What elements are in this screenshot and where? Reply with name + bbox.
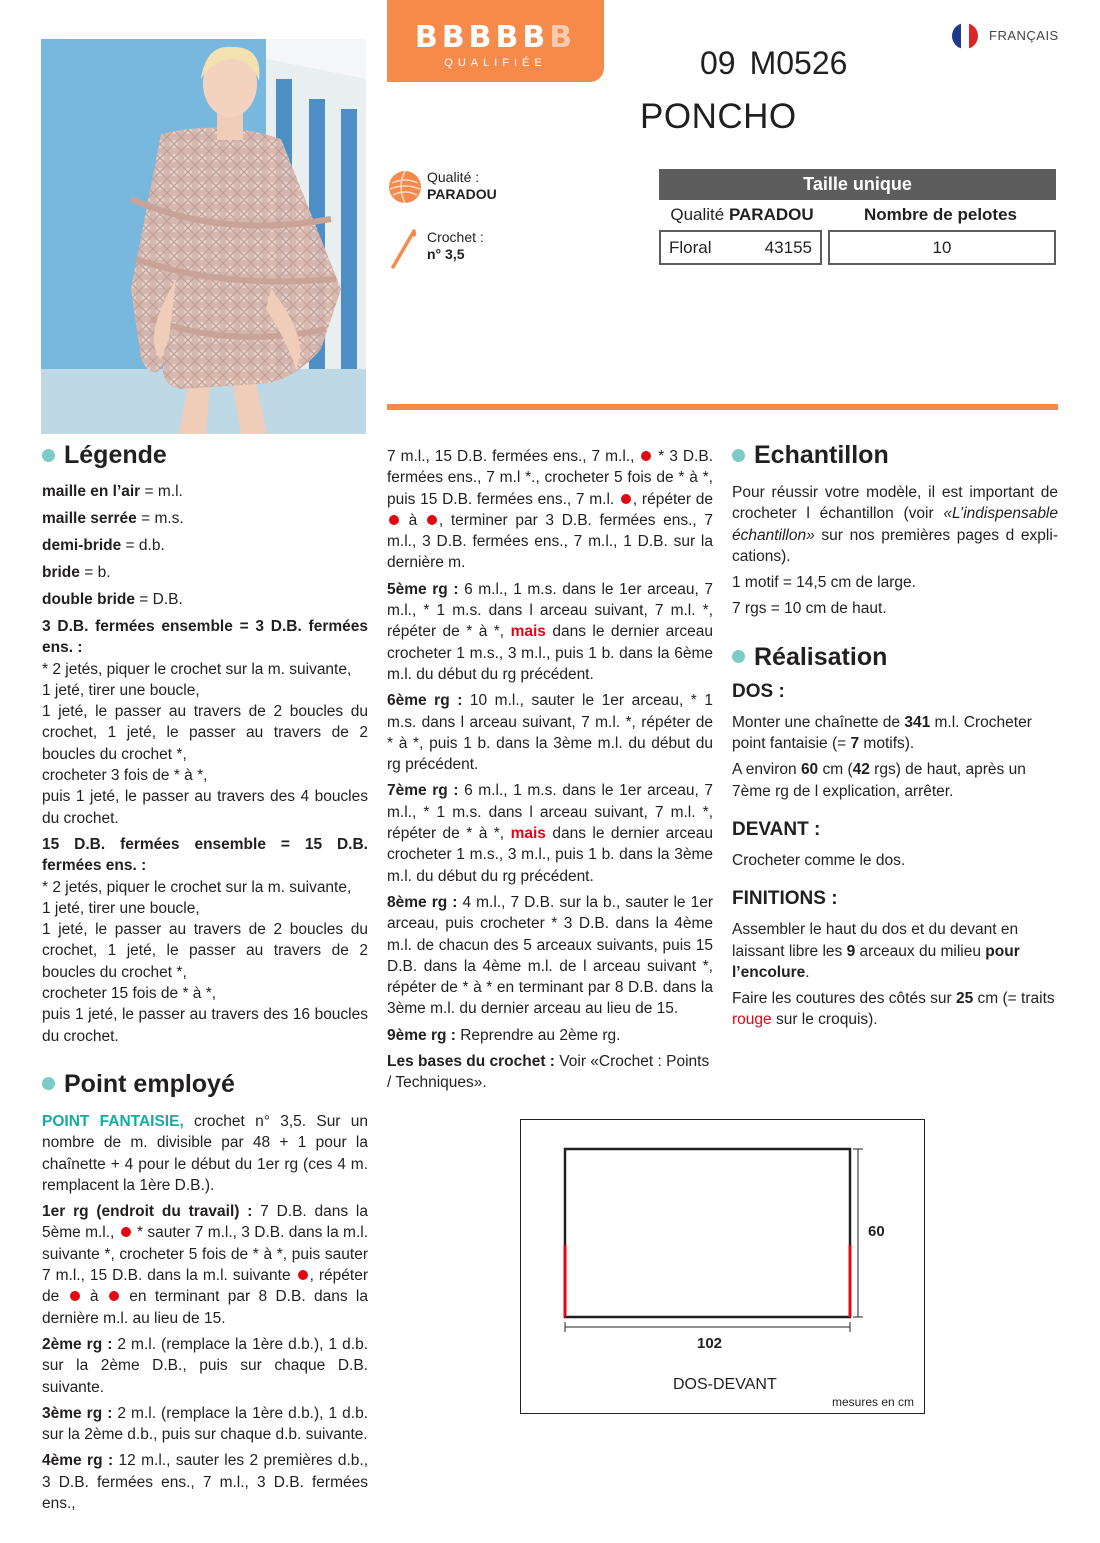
row-4-continued: 7 m.l., 15 D.B. fermées ens., 7 m.l., * 3 D.B. fermées ens., 7 m.l *., crocheter 5 fois de * à *, puis 15 D.B. fermées ens., 7 m.l. , répéter de à , terminer par 3 D.B. fermées ens., 7 m.l., 3 D.B. fermées ens., 7 m.l., 1 D.B. sur la dernière m. [387,448,713,572]
table-header: Taille unique [659,169,1056,200]
back-front-piece [565,1149,850,1317]
width-label: 102 [697,1335,723,1352]
schematic-diagram [520,1119,925,1414]
hook-meta [427,229,484,263]
row-6: 6ème rg : 10 m.l., sauter le 1er arceau, * 1 m.s. dans l arceau suivant, 7 m.l. *, répéter de * à *, puis 1 b. dans la 3ème m.l. du début du rg précédent. [387,692,713,774]
badge-subtitle: QUALIFIÉE [444,57,547,69]
back-paragraph-1: Monter une chaînette de 341 m.l. Crocheter point fantaisie (= 7 motifs). [732,713,1032,753]
red-dot-icon [641,451,651,461]
back-paragraph-2: A environ 60 cm (42 rgs) de haut, après un 7ème rg de l explication, arrêter. [732,761,1026,800]
fifteen-db-title: 15 D.B. fermées ensemble = 15 D.B. fermées ens. : [42,835,368,875]
hook-value: n° 3,5 [427,246,465,262]
balls-cell: 10 [828,230,1056,265]
column-quality: Qualité PARADOU [670,205,814,224]
legend-item: bride = b. [42,564,111,581]
bullet-dot-icon [42,1077,55,1090]
language-indicator[interactable] [952,22,1062,48]
table-column-headers [659,200,1056,230]
three-db-steps: * 2 jetés, piquer le crochet sur la m. suivante, 1 jeté, tirer une boucle, 1 jeté, le passer au travers de 2 boucles du crochet, 1 jeté, le passer au travers de 2 boucles du crochet *, crocheter 3 fois de * à *, puis 1 jeté, le passer au travers des 4 boucles du crochet. [42,660,368,827]
legend-list [42,481,368,611]
row-9: 9ème rg : Reprendre au 2ème rg. [387,1026,621,1044]
legend-item: maille serrée = m.s. [42,510,184,527]
legend-item: maille en l’air = m.l. [42,483,183,500]
crochet-basics-note: Les bases du crochet : Voir «Crochet : Points / Techniques». [387,1053,710,1092]
pattern-code: M0526 [749,45,848,81]
badge-letters: BBBBBB [414,20,577,55]
red-dot-icon [298,1270,308,1280]
row-2: 2ème rg : 2 m.l. (remplace la 1ère d.b.), 1 d.b. sur la 2ème D.B., puis sur chaque D.B. suivante. [42,1335,368,1396]
legend-heading: Légende [42,440,368,470]
front-heading: DEVANT : [732,818,821,840]
red-dot-icon [389,515,399,525]
red-dot-icon [427,515,437,525]
fancy-stitch-paragraph: POINT FANTAISIE, crochet n° 3,5. Sur un nombre de m. divisible par 48 + 1 pour la chaînette + 4 pour le début du 1er rg (ces 4 m. remplacent la 1ère D.B.). [42,1112,368,1194]
row-1: 1er rg (endroit du travail) : 7 D.B. dans la 5ème m.l., * sauter 7 m.l., 3 D.B. dans la m.l. suivante *, crocheter 5 fois de * à *, puis sauter 7 m.l., 15 D.B. dans la m.l. suivante , répéter de à en terminant par 8 D.B. dans la dernière m.l. au lieu de 15. [42,1203,369,1327]
shade-cell [659,230,822,265]
pattern-number: 09 [700,45,736,81]
front-paragraph: Crocheter comme le dos. [732,851,906,869]
back-heading: DOS : [732,680,785,702]
table-row [659,230,1056,265]
red-dot-icon [121,1227,131,1237]
row-8: 8ème rg : 4 m.l., 7 D.B. sur la b., sauter le 1er arceau, puis crocheter * 3 D.B. dans la 4ème m.l. de chacun des 5 arceaux suivants, puis 15 D.B. dans la 4ème m.l. de l arceau suivant *, répéter de * à * en terminant par 8 D.B. dans la 3ème m.l. du dernier arceau au lieu de 15. [387,893,713,1018]
bullet-dot-icon [732,650,745,663]
quality-label: Qualité : [427,169,480,185]
yarn-table [659,169,1056,265]
quality-icon [387,169,423,210]
making-heading: Réalisation [732,642,1058,672]
red-dot-icon [621,494,631,504]
row-3: 3ème rg : 2 m.l. (remplace la 1ère d.b.), 1 d.b. sur la 2ème d.b., puis sur chaque d.b. suivante. [42,1404,368,1444]
legend-item: demi-bride = d.b. [42,537,165,554]
row-5: 5ème rg : 6 m.l., 1 m.s. dans le 1er arceau, 7 m.l., * 1 m.s. dans l arceau suivant, 7 m.l. *, répéter de * à *, mais dans le dernier arceau crocheter 1 m.s., 3 m.l., puis 1 b. dans la 6ème m.l. du début du rg précédent. [387,580,714,683]
units-note: mesures en cm [832,1395,915,1409]
red-dot-icon [70,1291,80,1301]
legend-item: double bride = D.B. [42,591,183,608]
model-photo [41,39,366,434]
gauge-motif: 1 motif = 14,5 cm de large. [732,574,916,592]
crochet-hook-icon [388,228,418,275]
gauge-heading: Echantillon [732,440,1058,470]
orange-divider [387,404,1058,410]
language-label: FRANÇAIS [989,28,1059,43]
bullet-dot-icon [42,449,55,462]
french-flag-icon [952,23,978,49]
quality-meta [427,169,497,203]
red-dot-icon [109,1291,119,1301]
row-4: 4ème rg : 12 m.l., sauter les 2 premières d.b., 3 D.B. fermées ens., 7 m.l., 3 D.B. fermées ens., [42,1452,368,1512]
finishing-paragraph-2: Faire les coutures des côtés sur 25 cm (= traits rouge sur le croquis). [732,990,1055,1029]
quality-value: PARADOU [427,186,497,202]
column-right [732,440,1058,1036]
shade-name: Floral [669,237,712,257]
shade-ref: 43155 [764,237,812,257]
column-middle [387,446,713,1099]
column-balls: Nombre de pelotes [863,205,1018,224]
column-left [42,440,368,1519]
bullet-dot-icon [732,449,745,462]
piece-label: DOS-DEVANT [673,1376,777,1393]
quality-badge [387,0,604,82]
pattern-title: PONCHO [640,97,797,136]
three-db-title: 3 D.B. fermées ensemble = 3 D.B. fermées ens. : [42,618,368,657]
gauge-paragraph: Pour réussir votre modèle, il est important de crocheter l échantillon (voir «L’indispensable échantillon» sur nos premières pages d explications). [732,484,1058,565]
fifteen-db-steps: * 2 jetés, piquer le crochet sur la m. suivante, 1 jeté, tirer une boucle, 1 jeté, le passer au travers de 2 boucles du crochet, 1 jeté, le passer au travers de 2 boucles du crochet *, crocheter 15 fois de * à *, puis 1 jeté, le passer au travers des 16 boucles du crochet. [42,878,368,1045]
gauge-rows: 7 rgs = 10 cm de haut. [732,600,887,618]
finishing-heading: FINITIONS : [732,888,838,910]
finishing-paragraph-1: Assembler le haut du dos et du devant en laissant libre les 9 arceaux du milieu pour l’encolure. [732,921,1020,981]
stitch-heading: Point employé [42,1069,368,1099]
row-7: 7ème rg : 6 m.l., 1 m.s. dans le 1er arceau, 7 m.l., * 1 m.s. dans l arceau suivant, 7 m.l. *, répéter de * à *, mais dans le dernier arceau crocheter 1 m.s., 3 m.l., puis 1 b. dans la 3ème m.l. du début du rg précédent. [387,782,714,885]
height-label: 60 [868,1223,885,1240]
pattern-reference [700,44,847,82]
hook-label: Crochet : [427,229,484,245]
